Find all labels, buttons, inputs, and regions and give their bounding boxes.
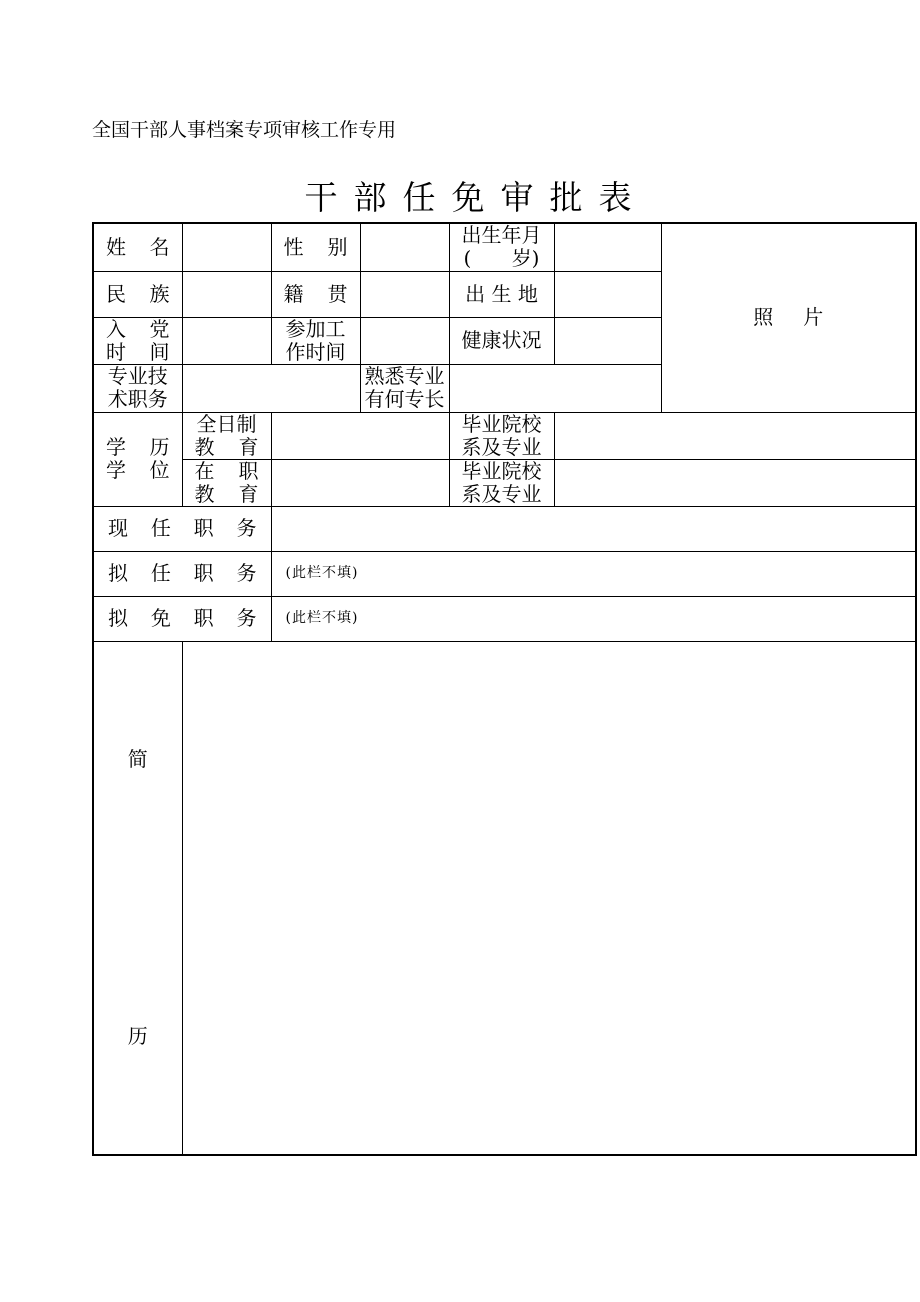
photo-box: 照 片	[661, 223, 916, 412]
ethnicity-label: 民 族	[93, 271, 182, 317]
inservice-school-field[interactable]	[554, 459, 916, 506]
tech-title-label: 专业技 术职务	[93, 364, 182, 412]
party-join-field[interactable]	[182, 317, 271, 364]
resume-field[interactable]	[182, 641, 916, 1155]
form-title: 干部任免审批表	[304, 178, 648, 217]
proposed-removal-note: (此栏不填)	[271, 596, 916, 641]
gender-label: 性 别	[271, 223, 360, 271]
proposed-removal-label: 拟 免 职 务	[93, 596, 271, 641]
specialty-field[interactable]	[449, 364, 661, 412]
education-degree-label: 学 历 学 位	[93, 412, 182, 506]
cadre-appointment-form	[92, 222, 917, 1156]
inservice-school-label: 毕业院校 系及专业	[449, 459, 554, 506]
gender-field[interactable]	[360, 223, 449, 271]
inservice-education-field[interactable]	[271, 459, 449, 506]
fulltime-school-label: 毕业院校 系及专业	[449, 412, 554, 459]
birth-date-label: 出生年月 ( 岁)	[449, 223, 554, 271]
proposed-post-note: (此栏不填)	[271, 551, 916, 596]
work-start-label: 参加工 作时间	[271, 317, 360, 364]
native-place-label: 籍 贯	[271, 271, 360, 317]
proposed-post-label: 拟 任 职 务	[93, 551, 271, 596]
tech-title-field[interactable]	[182, 364, 360, 412]
work-start-field[interactable]	[360, 317, 449, 364]
resume-label: 简 历	[93, 641, 182, 1155]
name-field[interactable]	[182, 223, 271, 271]
birthplace-field[interactable]	[554, 271, 661, 317]
health-label: 健康状况	[449, 317, 554, 364]
specialty-label: 熟悉专业 有何专长	[360, 364, 449, 412]
ethnicity-field[interactable]	[182, 271, 271, 317]
fulltime-education-field[interactable]	[271, 412, 449, 459]
inservice-education-label: 在 职 教 育	[182, 459, 271, 506]
birth-date-field[interactable]	[554, 223, 661, 271]
native-place-field[interactable]	[360, 271, 449, 317]
party-join-label: 入 党 时 间	[93, 317, 182, 364]
fulltime-education-label: 全日制 教 育	[182, 412, 271, 459]
health-field[interactable]	[554, 317, 661, 364]
birthplace-label: 出 生 地	[449, 271, 554, 317]
header-note: 全国干部人事档案专项审核工作专用	[92, 119, 397, 141]
current-post-label: 现 任 职 务	[93, 506, 271, 551]
fulltime-school-field[interactable]	[554, 412, 916, 459]
current-post-field[interactable]	[271, 506, 916, 551]
name-label: 姓 名	[93, 223, 182, 271]
